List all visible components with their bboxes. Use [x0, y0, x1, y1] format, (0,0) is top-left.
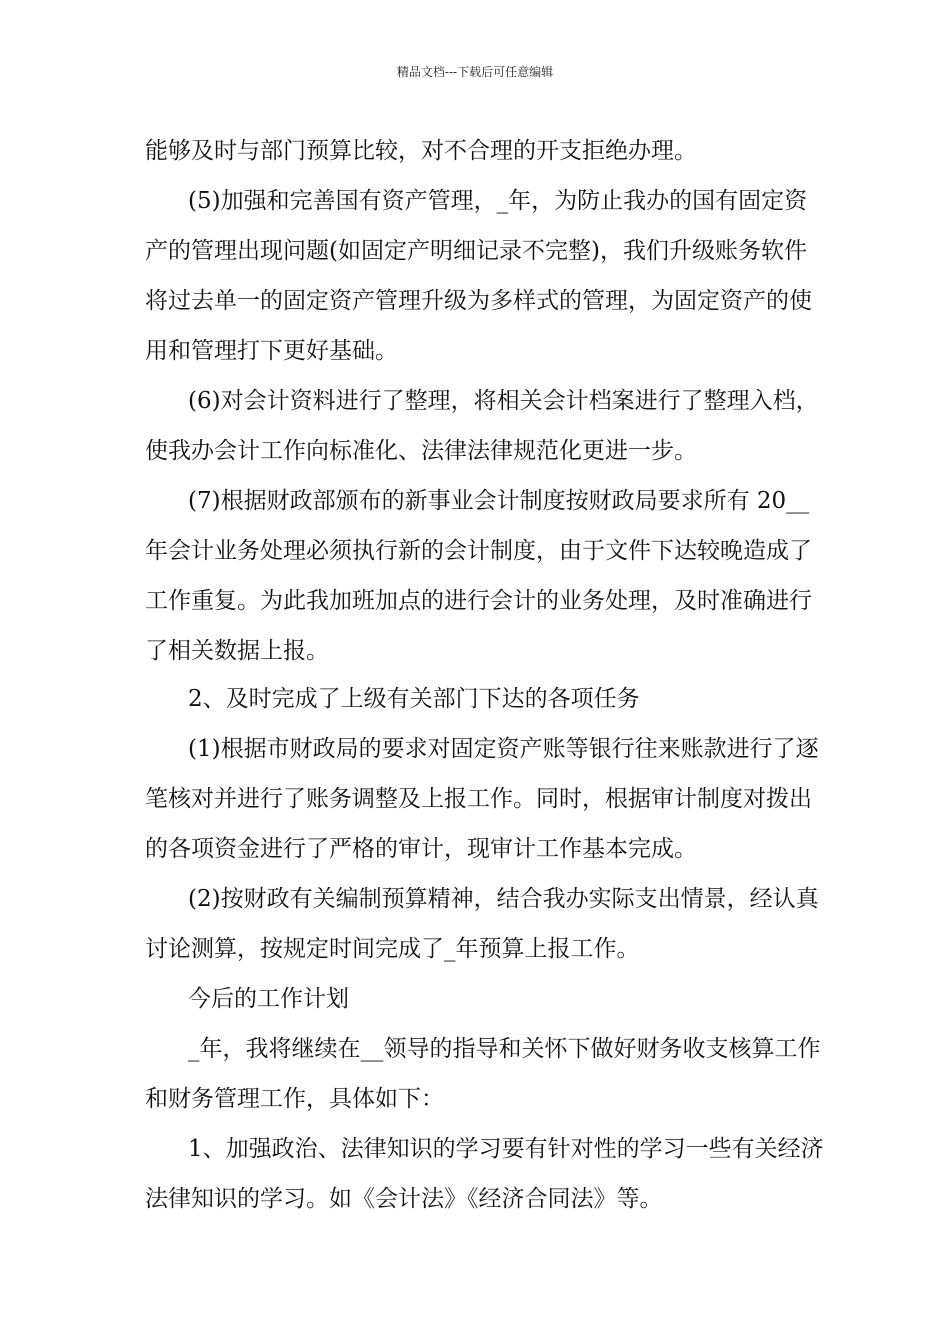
text-line: 法律知识的学习。如《会计法》《经济合同法》等。	[145, 1186, 663, 1212]
text-line: 笔核对并进行了账务调整及上报工作。同时，根据审计制度对拨出	[145, 786, 812, 812]
text-line: 的各项资金进行了严格的审计，现审计工作基本完成。	[145, 836, 697, 862]
text-line: 1、加强政治、法律知识的学习要有针对性的学习一些有关经济	[188, 1136, 824, 1162]
text-line: (7)根据财政部颁布的新事业会计制度按财政局要求所有 20__	[188, 488, 810, 514]
text-line: 将过去单一的固定资产管理升级为多样式的管理，为固定资产的使	[145, 288, 812, 314]
text-line: 产的管理出现问题(如固定产明细记录不完整)，我们升级账务软件	[145, 238, 807, 264]
text-line: (5)加强和完善国有资产管理，_年，为防止我办的国有固定资	[188, 188, 808, 214]
page-header: 精品文档---下载后可任意编辑	[396, 65, 554, 79]
text-line: (2)按财政有关编制预算精神，结合我办实际支出情景，经认真	[188, 886, 819, 912]
section-heading: 今后的工作计划	[188, 986, 349, 1012]
text-line: 年会计业务处理必须执行新的会计制度，由于文件下达较晚造成了	[145, 538, 812, 564]
text-line: 使我办会计工作向标准化、法律法律规范化更进一步。	[145, 438, 697, 464]
text-line: (6)对会计资料进行了整理，将相关会计档案进行了整理入档，	[188, 388, 819, 414]
text-line: 了相关数据上报。	[145, 638, 329, 664]
text-line: 和财务管理工作，具体如下：	[145, 1086, 444, 1112]
text-line: _年，我将继续在__领导的指导和关怀下做好财务收支核算工作	[188, 1036, 821, 1062]
text-line: (1)根据市财政局的要求对固定资产账等银行往来账款进行了逐	[188, 736, 819, 762]
text-line: 用和管理打下更好基础。	[145, 338, 398, 364]
text-line: 能够及时与部门预算比较，对不合理的开支拒绝办理。	[145, 138, 697, 164]
text-line: 工作重复。为此我加班加点的进行会计的业务处理，及时准确进行	[145, 588, 812, 614]
text-line: 讨论测算，按规定时间完成了_年预算上报工作。	[145, 936, 640, 962]
section-heading: 2、及时完成了上级有关部门下达的各项任务	[188, 686, 640, 712]
